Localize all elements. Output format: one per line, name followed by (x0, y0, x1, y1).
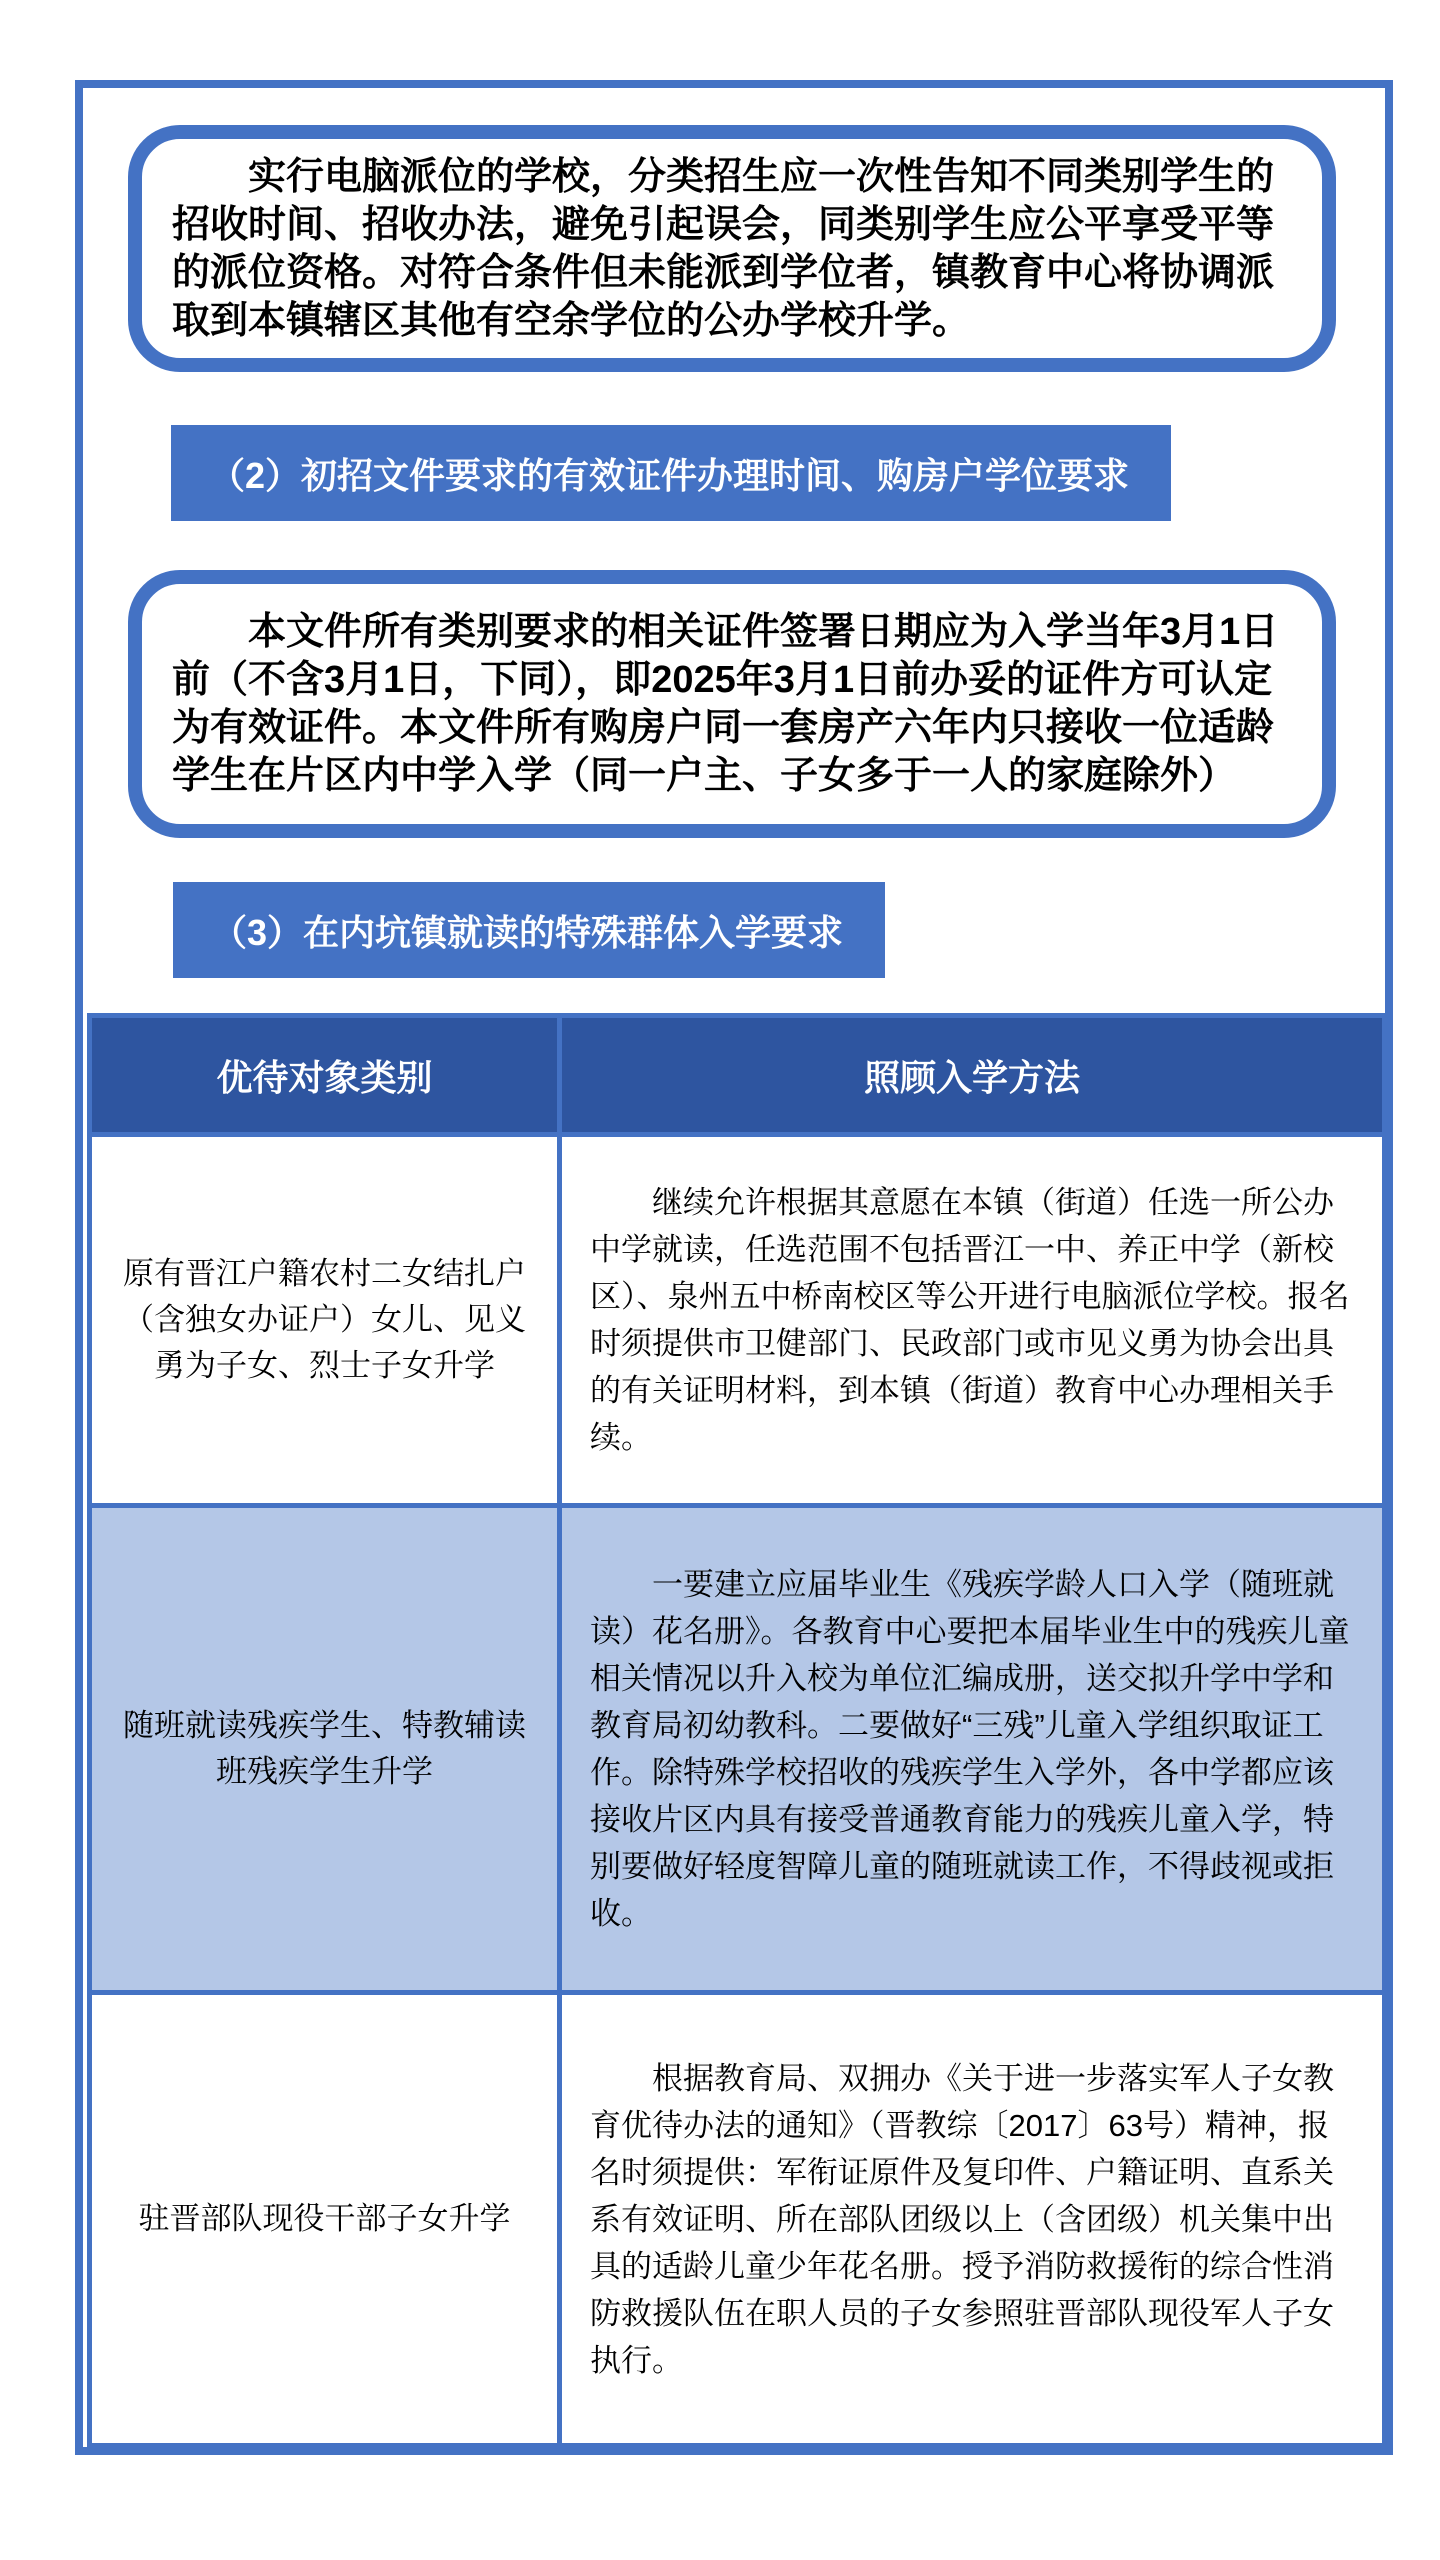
table-row (90, 1135, 1385, 1506)
intro-paragraph: 实行电脑派位的学校，分类招生应一次性告知不同类别学生的招收时间、招收办法，避免引起误会，同类别学生应公平享受平等的派位资格。对符合条件但未能派到学位者，镇教育中心将协调派取到本镇辖区其他有空余学位的公办学校升学。 (172, 155, 1275, 342)
method-paragraph: 根据教育局、双拥办《关于进一步落实军人子女教育优待办法的通知》（晋教综〔2017〕63号）精神，报名时须提供：军衔证原件及复印件、户籍证明、直系关系有效证明、所在部队团级以上（含团级）机关集中出具的适龄儿童少年花名册。授予消防救援衔的综合性消防救援队伍在职人员的子女参照驻晋部队现役军人子女执行。 (590, 2060, 1334, 2378)
section-3-header-bar (173, 882, 885, 978)
method-cell (560, 1993, 1385, 2446)
page-border-frame (75, 80, 1393, 2455)
section-2-header-label: （2）初招文件要求的有效证件办理时间、购房户学位要求 (209, 454, 1130, 496)
category-cell: 随班就读残疾学生、特教辅读班残疾学生升学 (90, 1506, 560, 1993)
method-cell (560, 1506, 1385, 1993)
method-cell (560, 1135, 1385, 1506)
section-3-header-label: （3）在内坑镇就读的特殊群体入学要求 (211, 911, 844, 953)
header-cell-method: 照顾入学方法 (560, 1016, 1385, 1135)
intro-rounded-box (128, 125, 1336, 372)
validity-paragraph: 本文件所有类别要求的相关证件签署日期应为入学当年3月1日前（不含3月1日，下同），即2025年3月1日前办妥的证件方可认定为有效证件。本文件所有购房户同一套房产六年内只接收一位适龄学生在片区内中学入学（同一户主、子女多于一人的家庭除外） (172, 611, 1279, 797)
section-2-header-bar (171, 425, 1171, 521)
table-row (90, 1993, 1385, 2446)
category-cell: 驻晋部队现役干部子女升学 (90, 1993, 560, 2446)
header-cell-category: 优待对象类别 (90, 1016, 560, 1135)
table-row-highlighted (90, 1506, 1385, 1993)
validity-rounded-box (128, 570, 1336, 838)
special-groups-table (87, 1013, 1387, 2448)
table-header-row (90, 1016, 1385, 1135)
method-paragraph: 一要建立应届毕业生《残疾学龄人口入学（随班就读）花名册》。各教育中心要把本届毕业生中的残疾儿童相关情况以升入校为单位汇编成册，送交拟升学中学和教育局初幼教科。二要做好“三残”儿童入学组织取证工作。除特殊学校招收的残疾学生入学外，各中学都应该接收片区内具有接受普通教育能力的残疾儿童入学，特别要做好轻度智障儿童的随班就读工作，不得歧视或拒收。 (590, 1567, 1350, 1931)
category-cell: 原有晋江户籍农村二女结扎户（含独女办证户）女儿、见义勇为子女、烈士子女升学 (90, 1135, 560, 1506)
method-paragraph: 继续允许根据其意愿在本镇（街道）任选一所公办中学就读，任选范围不包括晋江一中、养正中学（新校区）、泉州五中桥南校区等公开进行电脑派位学校。报名时须提供市卫健部门、民政部门或市见义勇为协会出具的有关证明材料，到本镇（街道）教育中心办理相关手续。 (590, 1185, 1350, 1455)
